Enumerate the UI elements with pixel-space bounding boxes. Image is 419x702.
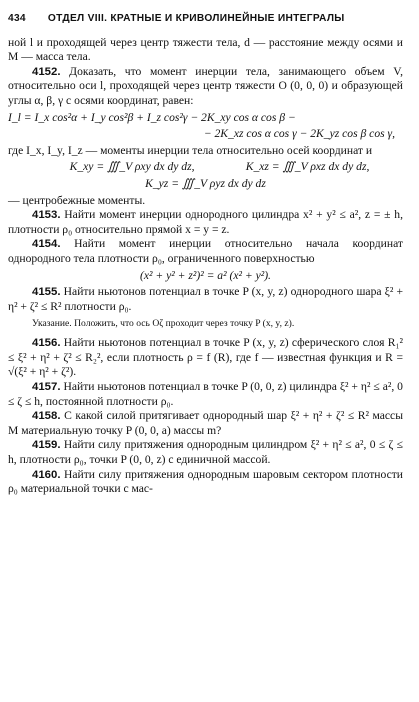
problem-number: 4156. <box>32 337 61 350</box>
problem-number: 4157. <box>32 381 61 394</box>
problem-number: 4152. <box>32 65 61 78</box>
problem-4159 <box>8 438 403 467</box>
paragraph-text: где I_x, I_y, I_z — моменты инерции тела относительно осей координат и <box>8 143 373 157</box>
paragraph-text: Найти силу притяжения однородным цилиндром ξ² + η² ≤ a², 0 ≤ ζ ≤ h, плотности ρ₀, точки P (0, 0, z) с единичной массой. <box>8 438 403 467</box>
paragraph-text: Найти ньютонов потенциал в точке P (x, y, z) сферического слоя R₁² ≤ ξ² + η² + ζ² ≤ R₂², если плотность ρ = f (R), где f — известная функция и R = √(ξ² + η² + ζ²). <box>8 336 403 379</box>
problem-4160 <box>8 468 403 497</box>
display-formula-pair <box>8 160 403 175</box>
display-formula: I_l = I_x cos²α + I_y cos²β + I_z cos²γ − 2K_xy cos α cos β − <box>8 110 296 124</box>
problem-number: 4154. <box>32 238 61 251</box>
display-formula: K_xz = ∭_V ρxz dx dy dz, <box>245 160 370 174</box>
display-formula: (x² + y² + z²)² = a² (x² + y²). <box>140 268 271 282</box>
problem-number: 4158. <box>32 410 61 423</box>
paragraph-text: Доказать, что момент инерции тела, занимающего объем V, относительно оси l, проходящей через центр тяжести O (0, 0, 0) и образующей углы α, β, γ с осями координат, равен: <box>8 64 403 107</box>
paragraph <box>8 36 403 65</box>
display-formula: K_yz = ∭_V ρyz dx dy dz <box>145 176 266 190</box>
section-title: ОТДЕЛ VIII. КРАТНЫЕ И КРИВОЛИНЕЙНЫЕ ИНТЕГРАЛЫ <box>47 13 345 24</box>
paragraph-text: С какой силой притягивает однородный шар ξ² + η² + ζ² ≤ R² массы M материальную точку P (0, 0, a) массы m? <box>8 409 403 437</box>
hint-note: Указание. Положить, что ось Oζ проходит через точку P (x, y, z). <box>32 318 295 330</box>
problem-4156 <box>8 336 403 380</box>
problem-4157 <box>8 380 403 409</box>
paragraph-text: Найти момент инерции однородного цилиндра x² + y² ≤ a², z = ± h, плотности ρ₀ относительно прямой x = y = z. <box>8 208 403 236</box>
paragraph-text: Найти ньютонов потенциал в точке P (0, 0, z) цилиндра ξ² + η² ≤ a², 0 ≤ ζ ≤ h, постоянной плотности ρ₀. <box>8 380 403 408</box>
page-body <box>8 36 403 497</box>
display-formula: K_xy = ∭_V ρxy dx dy dz, <box>69 160 195 174</box>
problem-number: 4153. <box>32 209 61 222</box>
problem-4152 <box>8 65 403 109</box>
problem-4155 <box>8 285 403 314</box>
page-number: 434 <box>8 13 26 24</box>
paragraph-text: Найти силу притяжения однородным шаровым сектором плотности ρ₀ материальной точки с мас- <box>8 467 403 496</box>
problem-number: 4160. <box>32 468 61 481</box>
problem-4154 <box>8 237 403 266</box>
problem-4153 <box>8 208 403 237</box>
paragraph <box>8 194 403 209</box>
problem-4158 <box>8 409 403 438</box>
paragraph-text: ной l и проходящей через центр тяжести тела, d — расстояние между осями и M — масса тела. <box>8 35 403 64</box>
problem-number: 4159. <box>32 439 61 452</box>
paragraph-text: — центробежные моменты. <box>8 193 146 207</box>
display-formula: − 2K_xz cos α cos γ − 2K_yz cos β cos γ, <box>203 127 395 141</box>
problem-number: 4155. <box>32 286 61 299</box>
paragraph <box>8 144 403 159</box>
paragraph-text: Найти ньютонов потенциал в точке P (x, y, z) однородного шара ξ² + η² + ζ² ≤ R² плотности ρ₀. <box>8 285 403 313</box>
running-header <box>8 12 403 27</box>
paragraph-text: Найти момент инерции относительно начала координат однородного тела плотности ρ₀, ограниченного поверхностью <box>8 237 403 265</box>
